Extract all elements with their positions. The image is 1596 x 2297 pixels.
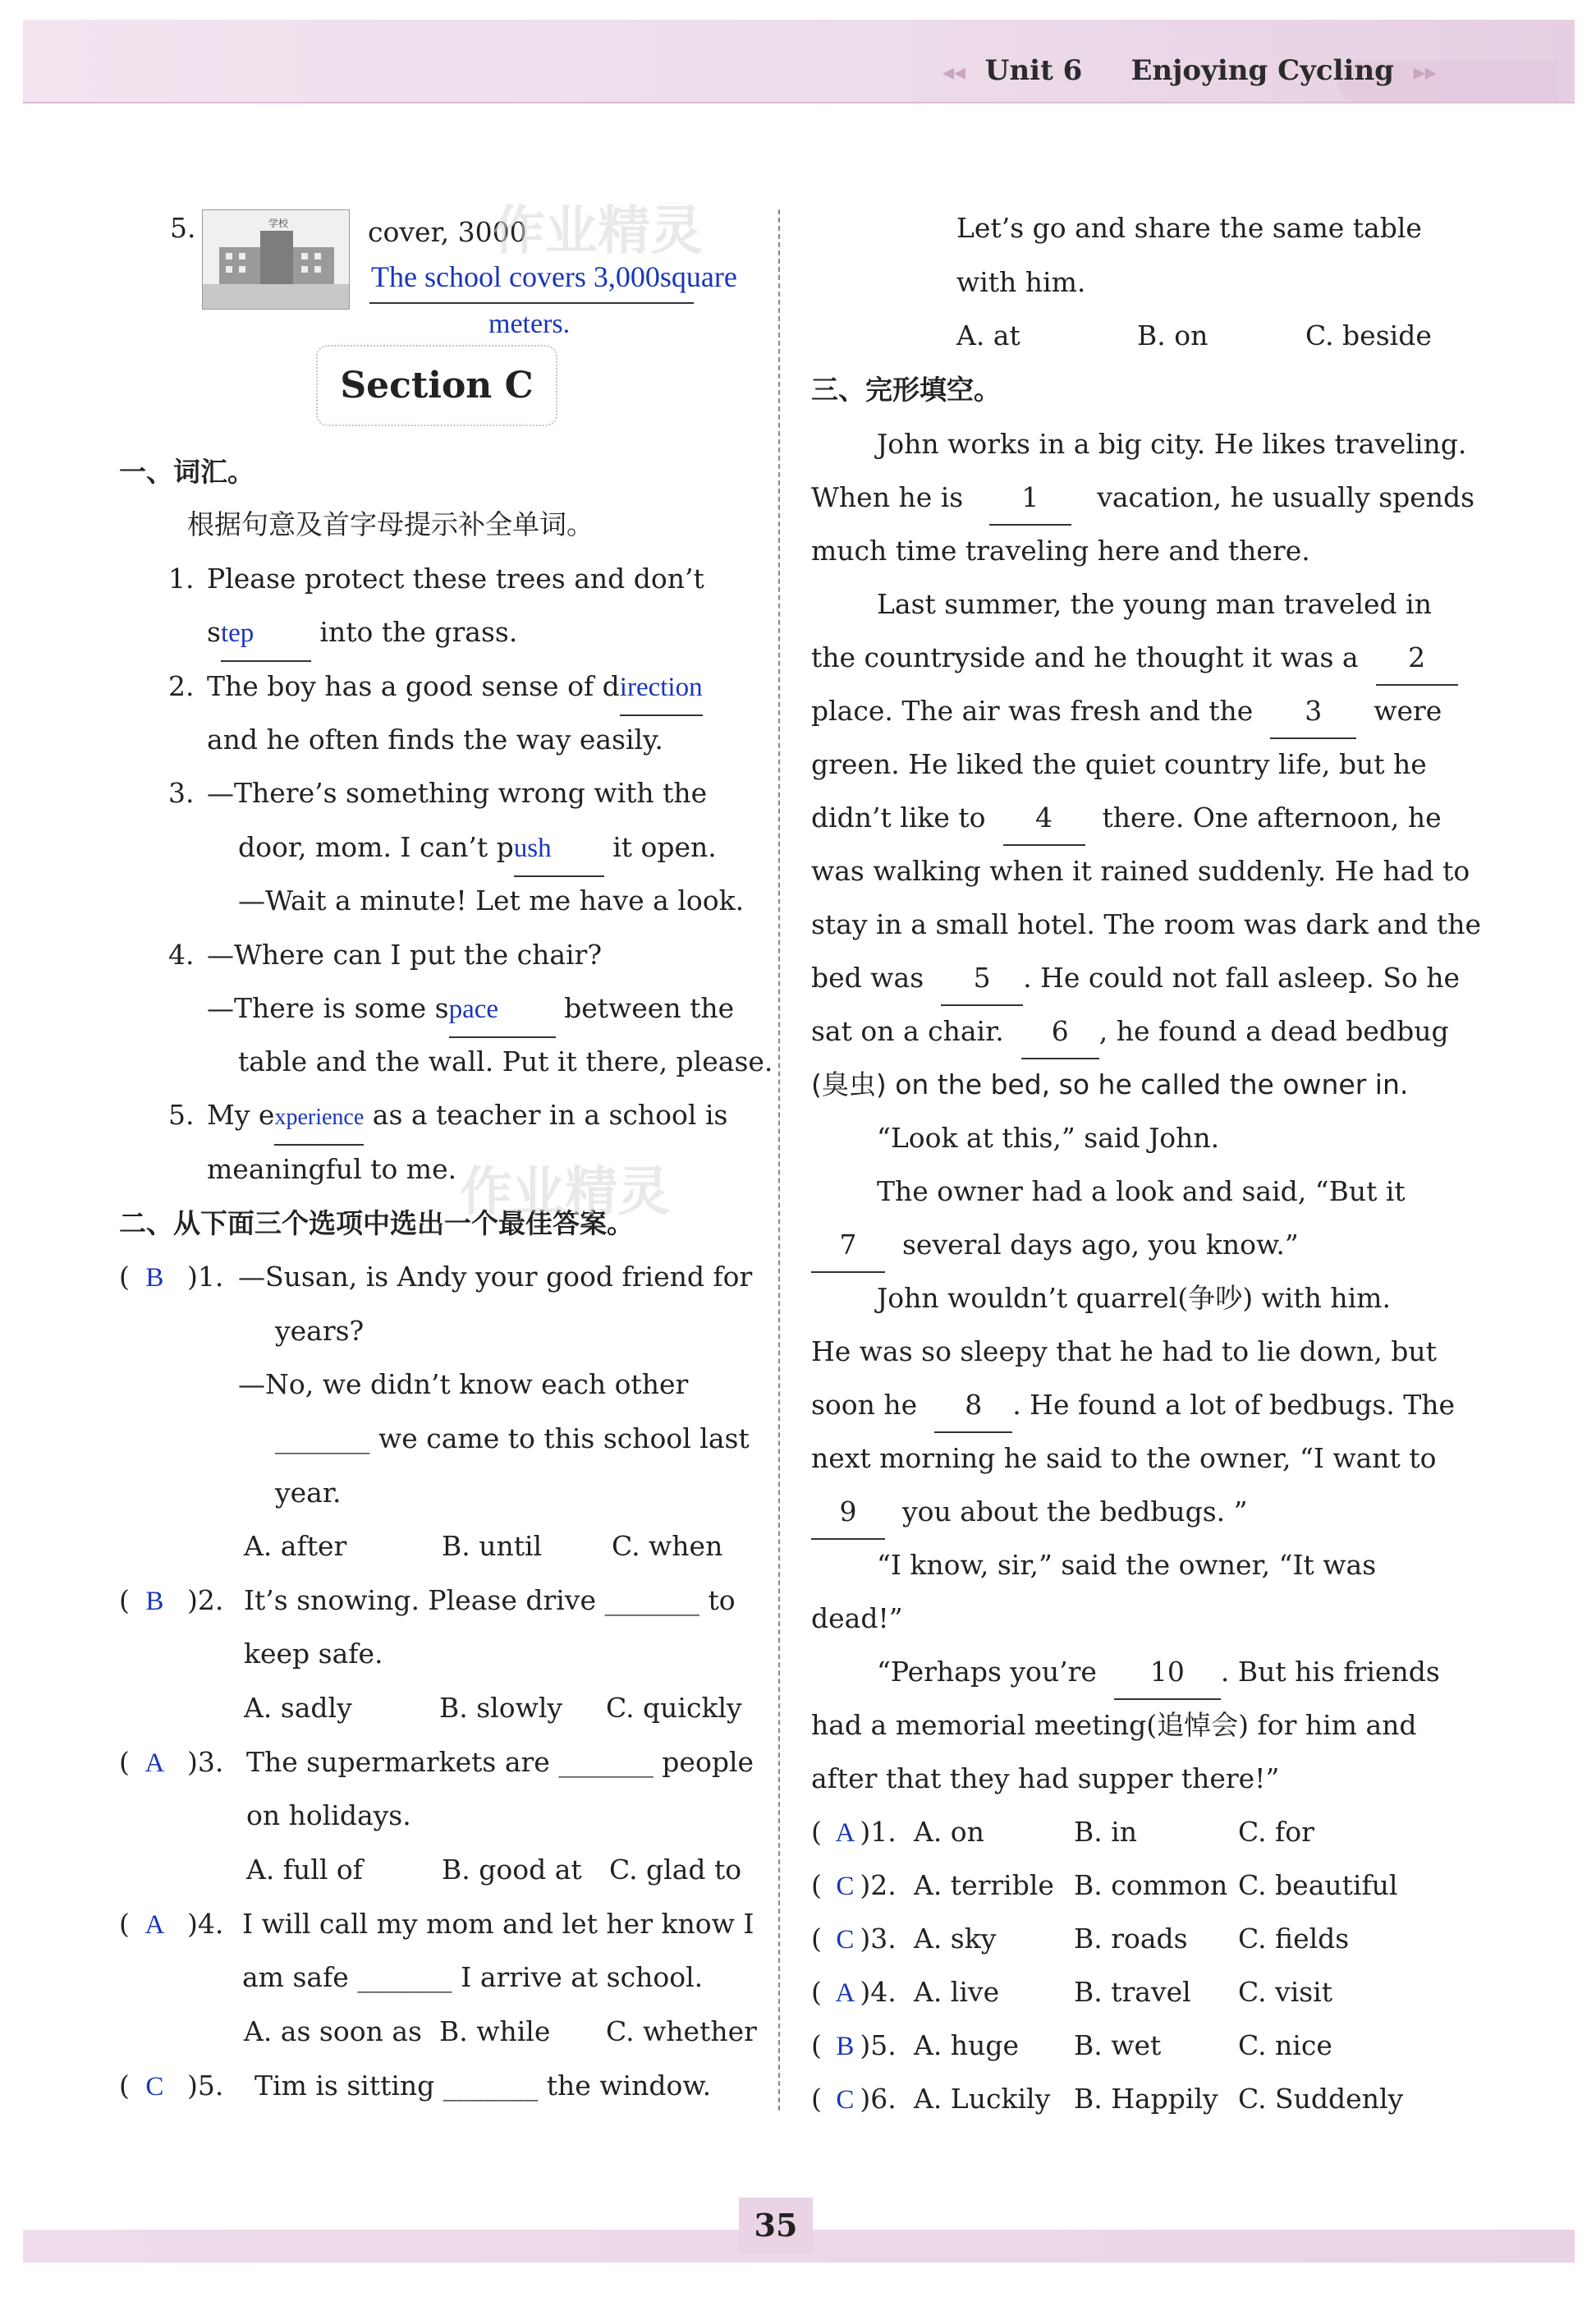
mc-3-line2: on holidays.: [246, 1799, 411, 1831]
page-number: 35: [739, 2198, 813, 2253]
cloze-6-answer: C: [836, 2085, 855, 2115]
cloze-4-opt-b: B. travel: [1074, 1976, 1191, 2008]
vocab-4-line1: —Where can I put the chair?: [207, 939, 603, 971]
mc-1-line2: years?: [275, 1315, 365, 1347]
cloze-6-opt-a: A. Luckily: [914, 2083, 1051, 2115]
blank-5: 5: [941, 951, 1023, 1006]
passage-line: was walking when it rained suddenly. He had to: [811, 855, 1470, 887]
vocab-3-number: 3.: [168, 777, 195, 809]
cloze-3-answer: C: [836, 1925, 855, 1955]
vocab-5-answer: xperience: [274, 1091, 364, 1146]
q5-prompt: cover, 3000: [368, 216, 527, 248]
vocab-2-line2: and he often finds the way easily.: [207, 724, 663, 756]
watermark: 作业精灵: [493, 201, 703, 262]
unit-label: Unit 6: [984, 54, 1083, 87]
mc-2-line1: It’s snowing. Please drive _______ to: [244, 1584, 736, 1616]
left-column: [0, 0, 778, 2217]
mc-3-opt-a: A. full of: [246, 1854, 363, 1886]
passage-line: bed was 5 . He could not fall asleep. So he: [811, 951, 1460, 1006]
vocab-4-answer: pace: [449, 983, 556, 1038]
mc-5-answer: C: [145, 2072, 164, 2102]
mc-1-answer: B: [145, 1263, 164, 1293]
mc-3-paren: ( A: [119, 1735, 171, 1790]
blank-2: 2: [1376, 631, 1458, 686]
vocab-1-line2: step into the grass.: [207, 605, 517, 662]
school-image: [202, 209, 350, 310]
cloze-5-answer: B: [836, 2032, 855, 2061]
cloze-3-opt-b: B. roads: [1074, 1923, 1188, 1955]
vocab-2-answer: irection: [620, 661, 703, 716]
blank-8: 8: [934, 1378, 1012, 1433]
cloze-2-opt-a: A. terrible: [914, 1869, 1054, 1901]
passage-line: green. He liked the quiet country life, but he: [811, 748, 1427, 780]
watermark: 作业精灵: [460, 1162, 670, 1223]
vocab-2-line1: The boy has a good sense of direction: [207, 659, 703, 716]
mc-3-number: )3.: [187, 1746, 224, 1778]
passage-line: didn’t like to 4 there. One afternoon, he: [811, 791, 1442, 846]
passage-line: The owner had a look and said, “But it: [877, 1175, 1406, 1207]
unit-title: Enjoying Cycling: [1130, 54, 1394, 87]
part3-title: 三、完形填空。: [811, 374, 1001, 406]
mc-1-line3: —No, we didn’t know each other: [238, 1368, 689, 1400]
passage-line: stay in a small hotel. The room was dark and the: [811, 908, 1481, 940]
vocab-5-line2: meaningful to me.: [207, 1153, 457, 1185]
vocab-3-answer: ush: [514, 822, 604, 877]
mc-5-cont-line2: with him.: [956, 266, 1086, 298]
passage-line: place. The air was fresh and the 3 were: [811, 684, 1442, 739]
vocab-3-line1: —There’s something wrong with the: [207, 777, 708, 809]
cloze-4-paren: ( A )4.: [811, 1965, 897, 2020]
mc-4-number: )4.: [187, 1908, 224, 1940]
q5-answer-line2: meters.: [488, 309, 571, 339]
blank-9: 9: [811, 1485, 885, 1540]
cloze-6-opt-c: C. Suddenly: [1238, 2083, 1404, 2115]
mc-1-opt-a: A. after: [244, 1530, 347, 1562]
mc-4-paren: ( A: [119, 1897, 171, 1952]
q5-answer-line1: The school covers 3,000square: [371, 260, 737, 293]
mc-4-line1: I will call my mom and let her know I: [242, 1908, 754, 1940]
passage-line: sat on a chair. 6 , he found a dead bedbug: [811, 1004, 1449, 1059]
column-divider: [778, 209, 780, 2111]
cloze-5-paren: ( B )5.: [811, 2019, 897, 2074]
mc-4-line2: am safe _______ I arrive at school.: [242, 1961, 704, 1993]
mc-2-paren: ( B: [119, 1573, 171, 1629]
mc-5-line1: Tim is sitting _______ the window.: [255, 2070, 712, 2102]
vocab-1-number: 1.: [168, 563, 195, 595]
mc-5-opt-c: C. beside: [1305, 319, 1432, 351]
vocab-4-number: 4.: [168, 939, 195, 971]
mc-3-opt-b: B. good at: [442, 1854, 582, 1886]
mc-5-paren: ( C: [119, 2059, 171, 2114]
vocab-3-line2: door, mom. I can’t push it open.: [238, 820, 717, 877]
mc-2-line2: keep safe.: [244, 1638, 383, 1670]
mc-1-line1: —Susan, is Andy your good friend for: [238, 1261, 753, 1293]
cloze-2-paren: ( C )2.: [811, 1858, 897, 1913]
passage-line: 9 you about the bedbugs. ”: [811, 1485, 1248, 1540]
mc-5-opt-b: B. on: [1137, 319, 1208, 351]
passage-line: much time traveling here and there.: [811, 535, 1310, 567]
blank-1: 1: [989, 471, 1071, 526]
vocab-5-number: 5.: [168, 1099, 195, 1131]
passage-line: 7 several days ago, you know.”: [811, 1218, 1299, 1273]
mc-2-answer: B: [145, 1587, 164, 1616]
passage-line: John works in a big city. He likes traveling.: [877, 428, 1467, 460]
passage-line: He was so sleepy that he had to lie down, but: [811, 1335, 1437, 1367]
blank-7: 7: [811, 1218, 885, 1273]
cloze-1-paren: ( A )1.: [811, 1805, 897, 1860]
blank-10: 10: [1114, 1645, 1221, 1700]
passage-line: “Look at this,” said John.: [877, 1122, 1220, 1154]
mc-1-line4: _______ we came to this school last: [275, 1422, 750, 1454]
cloze-1-opt-c: C. for: [1238, 1816, 1314, 1848]
mc-1-opt-c: C. when: [612, 1530, 723, 1562]
mc-4-opt-b: B. while: [439, 2015, 551, 2047]
cloze-1-opt-b: B. in: [1074, 1816, 1138, 1848]
mc-3-opt-c: C. glad to: [609, 1854, 742, 1886]
vocab-5-line1: My experience as a teacher in a school is: [207, 1088, 727, 1146]
cloze-3-paren: ( C )3.: [811, 1912, 897, 1967]
passage-line: next morning he said to the owner, “I want to: [811, 1442, 1437, 1474]
svg-text:学校: 学校: [268, 218, 289, 229]
vocab-4-line2: —There is some space between the: [207, 981, 734, 1038]
passage-line: the countryside and he thought it was a 2: [811, 631, 1458, 686]
cloze-3-opt-c: C. fields: [1238, 1923, 1350, 1955]
cloze-5-opt-a: A. huge: [914, 2029, 1019, 2061]
mc-5-opt-a: A. at: [956, 319, 1020, 351]
mc-3-line1: The supermarkets are _______ people: [246, 1746, 754, 1778]
mc-1-number: )1.: [187, 1261, 224, 1293]
passage-line: after that they had supper there!”: [811, 1762, 1280, 1794]
passage-line: (臭虫) on the bed, so he called the owner in.: [811, 1068, 1409, 1100]
right-column: [788, 0, 1596, 2217]
mc-1-opt-b: B. until: [442, 1530, 543, 1562]
blank-3: 3: [1270, 684, 1356, 739]
passage-line: dead!”: [811, 1602, 903, 1634]
q5-number: 5.: [170, 212, 196, 244]
mc-2-opt-b: B. slowly: [439, 1692, 563, 1724]
mc-5-number: )5.: [187, 2070, 224, 2102]
part1-instruction: 根据句意及首字母提示补全单词。: [187, 508, 594, 540]
cloze-2-opt-b: B. common: [1074, 1869, 1228, 1901]
cloze-4-opt-a: A. live: [914, 1976, 1000, 2008]
passage-line: “Perhaps you’re 10 . But his friends: [877, 1645, 1440, 1700]
header-title: ◂◂ Unit 6 Enjoying Cycling ▸▸: [942, 54, 1437, 87]
mc-2-opt-c: C. quickly: [606, 1692, 742, 1724]
vocab-1-line1: Please protect these trees and don’t: [207, 563, 704, 595]
cloze-5-opt-c: C. nice: [1238, 2029, 1332, 2061]
passage-line: “I know, sir,” said the owner, “It was: [877, 1549, 1377, 1581]
passage-line: John wouldn’t quarrel(争吵) with him.: [877, 1282, 1391, 1314]
blank-4: 4: [1003, 791, 1085, 846]
mc-4-opt-a: A. as soon as: [244, 2015, 422, 2047]
vocab-4-line3: table and the wall. Put it there, please.: [238, 1045, 773, 1077]
mc-2-opt-a: A. sadly: [244, 1692, 352, 1724]
mc-3-answer: A: [144, 1748, 165, 1778]
passage-line: When he is 1 vacation, he usually spends: [811, 471, 1474, 526]
cloze-5-opt-b: B. wet: [1074, 2029, 1162, 2061]
blank-6: 6: [1021, 1004, 1099, 1059]
mc-1-line5: year.: [275, 1477, 342, 1509]
cloze-4-answer: A: [835, 1978, 855, 2008]
mc-2-number: )2.: [187, 1584, 224, 1616]
part2-title: 二、从下面三个选项中选出一个最佳答案。: [119, 1207, 634, 1239]
cloze-1-opt-a: A. on: [914, 1816, 984, 1848]
vocab-1-answer: tep: [221, 607, 311, 662]
cloze-6-paren: ( C )6.: [811, 2072, 897, 2127]
cloze-3-opt-a: A. sky: [914, 1923, 997, 1955]
cloze-1-answer: A: [835, 1818, 855, 1848]
vocab-3-line3: —Wait a minute! Let me have a look.: [238, 884, 745, 917]
cloze-2-answer: C: [836, 1872, 855, 1901]
mc-5-cont-line1: Let’s go and share the same table: [956, 212, 1422, 244]
passage-line: soon he 8 . He found a lot of bedbugs. The: [811, 1378, 1455, 1433]
mc-4-opt-c: C. whether: [606, 2015, 757, 2047]
passage-line: Last summer, the young man traveled in: [877, 588, 1432, 620]
cloze-4-opt-c: C. visit: [1238, 1976, 1333, 2008]
cloze-6-opt-b: B. Happily: [1074, 2083, 1218, 2115]
passage-line: had a memorial meeting(追悼会) for him and: [811, 1709, 1417, 1741]
vocab-2-number: 2.: [168, 670, 195, 702]
cloze-2-opt-c: C. beautiful: [1238, 1869, 1398, 1901]
section-c-title: Section C: [316, 345, 557, 426]
mc-4-answer: A: [144, 1910, 165, 1940]
mc-1-paren: ( B: [119, 1250, 171, 1305]
part1-title: 一、词汇。: [119, 456, 255, 488]
